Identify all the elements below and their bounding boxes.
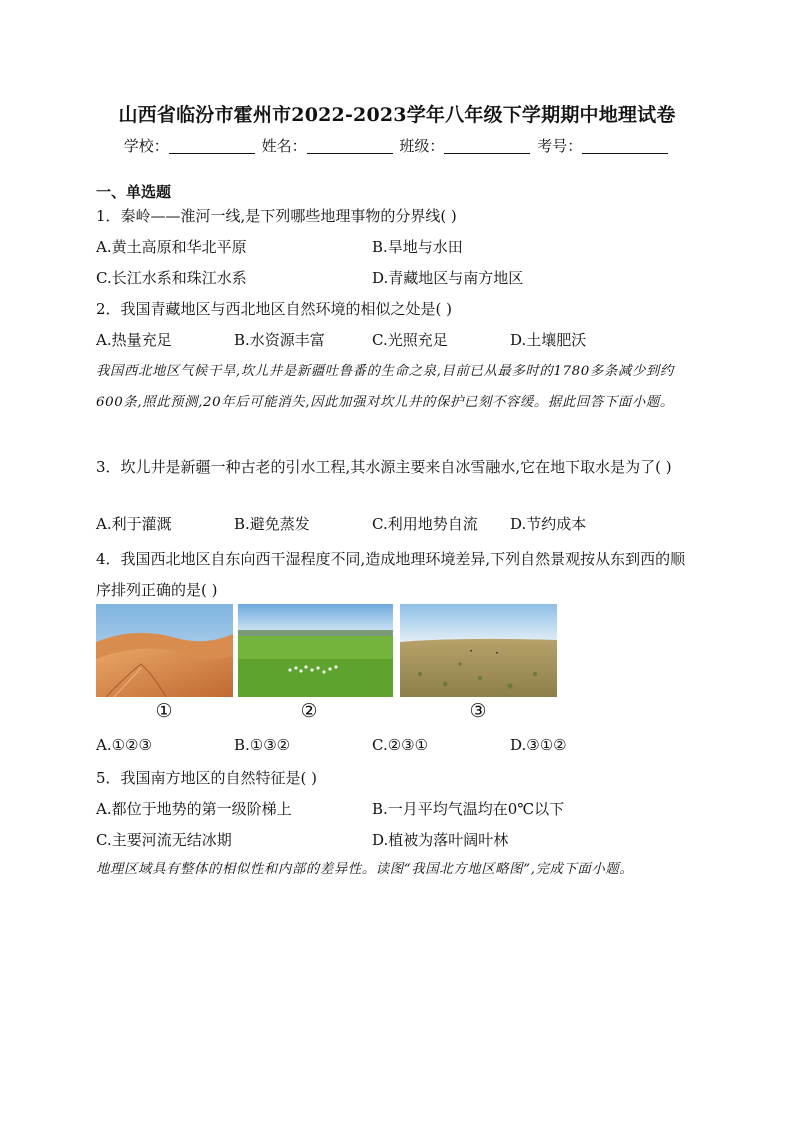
caption-3: ③ — [469, 700, 487, 722]
desert-picture — [96, 604, 233, 697]
option-3b[interactable]: B.避免蒸发 — [234, 515, 310, 533]
question-5-stem: 5．我国南方地区的自然特征是( ) — [96, 769, 318, 787]
question-3-options — [96, 513, 716, 535]
question-2-options — [96, 329, 716, 351]
question-1-options — [96, 236, 716, 258]
option-4d[interactable]: D.③①② — [510, 736, 567, 754]
page-title: 山西省临汾市霍州市2022-2023学年八年级下学期期中地理试卷 — [118, 104, 676, 126]
question-1-options-row2 — [96, 267, 716, 289]
name-blank[interactable] — [307, 139, 393, 154]
material-karez: 我国西北地区气候干旱,坎儿井是新疆吐鲁番的生命之泉,目前已从最多时的1780多条减少到约600条,照此预测,20年后可能消失,因此加强对坎儿井的保护已刻不容缓。据此回答下面小题。 — [96, 364, 674, 410]
question-5-options — [96, 798, 716, 820]
option-2b[interactable]: B.水资源丰富 — [234, 331, 325, 349]
number-blank[interactable] — [582, 139, 668, 154]
option-5c[interactable]: C.主要河流无结冰期 — [96, 831, 232, 849]
option-5b[interactable]: B.一月平均气温均在0℃以下 — [372, 800, 565, 818]
question-4-options — [96, 736, 716, 758]
caption-2: ② — [300, 700, 318, 722]
caption-1: ① — [155, 700, 173, 722]
option-1c[interactable]: C.长江水系和珠江水系 — [96, 269, 247, 287]
student-info-line — [0, 135, 794, 156]
option-4b[interactable]: B.①③② — [234, 736, 291, 754]
option-5d[interactable]: D.植被为落叶阔叶林 — [372, 831, 509, 849]
option-3c[interactable]: C.利用地势自流 — [372, 515, 478, 533]
class-label: 班级： — [399, 137, 445, 155]
landscape-grassland-image — [238, 604, 393, 697]
grassland-picture — [238, 604, 393, 697]
option-4c[interactable]: C.②③① — [372, 736, 429, 754]
question-1-stem: 1．秦岭——淮河一线,是下列哪些地理事物的分界线( ) — [96, 207, 457, 225]
school-blank[interactable] — [169, 139, 255, 154]
landscape-desert-image — [96, 604, 233, 697]
option-3a[interactable]: A.利于灌溉 — [96, 515, 172, 533]
option-4a[interactable]: A.①②③ — [96, 736, 152, 754]
option-2a[interactable]: A.热量充足 — [96, 331, 172, 349]
question-2-stem: 2．我国青藏地区与西北地区自然环境的相似之处是( ) — [96, 300, 453, 318]
school-label: 学校： — [123, 137, 169, 155]
question-4-stem: 4．我国西北地区自东向西干湿程度不同,造成地理环境差异,下列自然景观按从东到西的顺序排列正确的是( ) — [96, 550, 686, 599]
name-label: 姓名： — [261, 137, 307, 155]
steppe-picture — [400, 604, 557, 697]
option-2d[interactable]: D.土壤肥沃 — [510, 331, 587, 349]
question-3-stem: 3．坎儿井是新疆一种古老的引水工程,其水源主要来自冰雪融水,它在地下取水是为了( ) — [96, 458, 672, 476]
question-5-options-row2 — [96, 829, 716, 851]
landscape-steppe-image — [400, 604, 557, 697]
section-heading: 一、单选题 — [96, 183, 172, 201]
option-5a[interactable]: A.都位于地势的第一级阶梯上 — [96, 800, 292, 818]
option-1a[interactable]: A.黄土高原和华北平原 — [96, 238, 247, 256]
material-north-region: 地理区域具有整体的相似性和内部的差异性。读图“我国北方地区略图”,完成下面小题。 — [96, 862, 634, 877]
option-1d[interactable]: D.青藏地区与南方地区 — [372, 269, 524, 287]
option-1b[interactable]: B.旱地与水田 — [372, 238, 463, 256]
option-3d[interactable]: D.节约成本 — [510, 515, 587, 533]
class-blank[interactable] — [444, 139, 530, 154]
option-2c[interactable]: C.光照充足 — [372, 331, 448, 349]
number-label: 考号： — [537, 137, 583, 155]
